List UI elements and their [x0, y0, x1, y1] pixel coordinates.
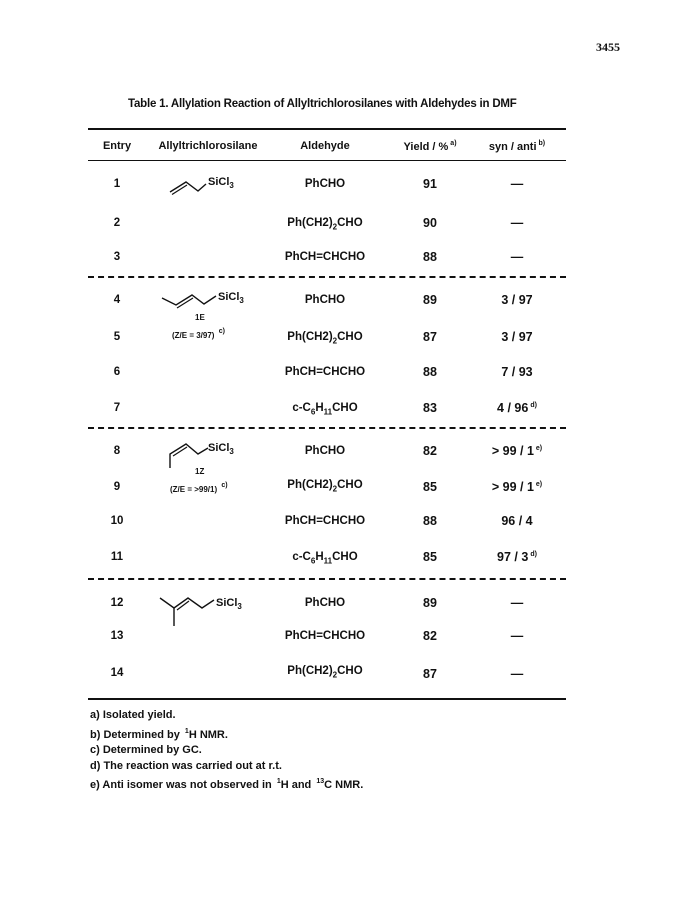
entry-cell: 6 [113, 366, 121, 378]
selectivity-cell: 96 / 4 [501, 514, 533, 528]
yield-cell: 88 [423, 365, 437, 379]
selectivity-note: d) [530, 551, 537, 558]
entry-cell: 11 [110, 551, 124, 563]
header-entry: Entry [102, 140, 132, 152]
footnote-b-sup: 1 [184, 727, 189, 735]
entry-cell: 2 [113, 217, 121, 229]
footnote-b [90, 724, 363, 744]
yield-cell: 85 [423, 550, 437, 564]
footnote-e-text-end: C NMR. [324, 779, 364, 791]
header-yield-label: Yield / % [403, 141, 449, 153]
reagent-3-label: 1Z [195, 467, 205, 476]
aldehyde-cell: PhCH=CHCHO [284, 515, 366, 527]
header-rule [88, 160, 566, 161]
aldehyde-cell: $Ph(CH2)_2CHO$ [287, 479, 363, 494]
reagent-3-group [208, 442, 234, 456]
selectivity-note: e) [535, 481, 543, 488]
yield-cell: 83 [423, 401, 437, 415]
selectivity-cell: — [510, 629, 524, 643]
selectivity-cell: 3 / 97 [501, 293, 533, 307]
yield-cell: 89 [423, 293, 437, 307]
selectivity-cell: 3 / 97 [501, 330, 533, 344]
entry-cell: 8 [113, 445, 121, 457]
entry-cell: 4 [113, 294, 121, 306]
reagent-2-label: 1E [195, 313, 205, 322]
header-syn-anti-label: syn / anti [488, 141, 537, 153]
header-syn-anti [472, 140, 562, 153]
yield-cell: 89 [423, 596, 437, 610]
bottom-rule [88, 698, 566, 700]
selectivity-value: 4 / 96 [497, 401, 529, 415]
group-separator [88, 578, 566, 580]
aldehyde-cell: PhCHO [304, 445, 346, 457]
yield-cell: 82 [423, 444, 437, 458]
selectivity-value: > 99 / 1 [491, 444, 534, 458]
selectivity-note: d) [530, 402, 537, 409]
entry-cell: 9 [113, 481, 121, 493]
entry-cell: 3 [113, 251, 121, 263]
selectivity-cell: — [510, 667, 524, 681]
entry-cell: 7 [113, 402, 121, 414]
footnote-b-text: b) Determined by [90, 728, 183, 741]
selectivity-value: > 99 / 1 [491, 480, 534, 494]
yield-cell: 90 [423, 216, 437, 230]
yield-cell: 82 [423, 629, 437, 643]
footnotes [90, 708, 363, 794]
aldehyde-cell: PhCHO [304, 597, 346, 609]
structure-allyltrichlorosilane [168, 176, 208, 201]
yield-cell: 88 [423, 514, 437, 528]
header-syn-anti-note: b) [538, 140, 546, 147]
structure-prenyltrichlorosilane [158, 592, 218, 637]
footnote-d: d) The reaction was carried out at r.t. [90, 759, 282, 772]
footnote-e-text: e) Anti isomer was not observed in [90, 779, 275, 791]
reagent-4-group-text: SiCl$_3$ [216, 597, 242, 612]
footnote-e-sup-1: 1 [276, 778, 281, 785]
aldehyde-cell: $Ph(CH2)_2CHO$ [287, 331, 363, 346]
table-caption: Table 1. Allylation Reaction of Allyltrichlorosilanes with Aldehydes in DMF [128, 98, 517, 110]
selectivity-cell: — [510, 177, 524, 191]
aldehyde-cell: $Ph(CH2)_2CHO$ [287, 217, 363, 232]
selectivity-cell: 7 / 93 [501, 365, 533, 379]
entry-cell: 14 [110, 667, 124, 679]
reagent-3-ratio [170, 482, 228, 494]
header-aldehyde: Aldehyde [300, 140, 350, 152]
footnote-c: c) Determined by GC. [90, 744, 202, 756]
reagent-1-group [208, 176, 234, 190]
selectivity-cell [472, 444, 562, 458]
selectivity-cell: — [510, 216, 524, 230]
selectivity-cell [472, 550, 562, 564]
header-yield-note: a) [450, 140, 457, 147]
yield-cell: 85 [423, 480, 437, 494]
footnote-e-sup-2: 13 [316, 778, 325, 785]
footnote-a: a) Isolated yield. [90, 709, 176, 721]
reagent-1-group-text: SiCl$_3$ [208, 176, 234, 191]
reagent-2-group [218, 291, 244, 305]
structure-e-crotyltrichlorosilane [160, 288, 220, 317]
aldehyde-cell: $Ph(CH2)_2CHO$ [287, 665, 363, 680]
reagent-4-group [216, 597, 242, 611]
aldehyde-cell: PhCHO [304, 294, 346, 306]
group-separator [88, 276, 566, 278]
entry-cell: 12 [110, 597, 124, 609]
entry-cell: 5 [113, 331, 121, 343]
reagent-3-note: c) [221, 482, 228, 489]
footnote-e-text-mid: H and [280, 779, 315, 791]
selectivity-cell: — [510, 596, 524, 610]
aldehyde-cell: $c-C_6H_{11}CHO$ [292, 551, 358, 566]
selectivity-note: e) [535, 445, 543, 452]
aldehyde-cell: PhCH=CHCHO [284, 251, 366, 263]
reagent-3-group-text: SiCl$_3$ [208, 442, 234, 457]
entry-cell: 10 [110, 515, 124, 527]
footnote-e [90, 774, 363, 794]
reagent-2-group-text: SiCl$_3$ [218, 291, 244, 306]
header-yield [392, 140, 468, 153]
top-rule [88, 128, 566, 130]
group-separator [88, 427, 566, 429]
reagent-2-ratio [172, 328, 225, 340]
aldehyde-cell: PhCH=CHCHO [284, 630, 366, 642]
selectivity-cell: — [510, 250, 524, 264]
selectivity-value: 97 / 3 [497, 550, 529, 564]
entry-cell: 13 [110, 630, 124, 642]
footnote-b-text-end: H NMR. [188, 728, 228, 741]
aldehyde-cell: PhCH=CHCHO [284, 366, 366, 378]
aldehyde-cell: PhCHO [304, 178, 346, 190]
entry-cell: 1 [113, 178, 121, 190]
yield-cell: 91 [423, 177, 437, 191]
yield-cell: 87 [423, 667, 437, 681]
reagent-2-ratio-text: (Z/E = 3/97) [172, 331, 215, 340]
yield-cell: 88 [423, 250, 437, 264]
yield-cell: 87 [423, 330, 437, 344]
reagent-3-ratio-text: (Z/E = >99/1) [170, 485, 218, 494]
selectivity-cell [472, 401, 562, 415]
reagent-2-note: c) [218, 328, 225, 335]
header-allylsilane: Allyltrichlorosilane [158, 140, 258, 152]
page-number: 3455 [596, 40, 620, 54]
aldehyde-cell: $c-C_6H_{11}CHO$ [292, 402, 358, 417]
selectivity-cell [472, 480, 562, 494]
